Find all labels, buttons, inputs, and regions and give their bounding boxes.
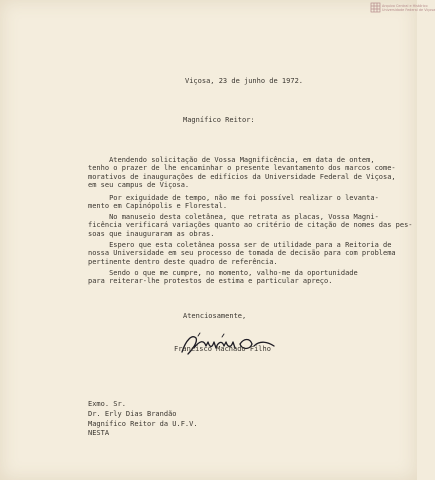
- text-line: para reiterar-lhe protestos de estima e particular apreço.: [88, 277, 333, 286]
- text-line: tenho o prazer de lhe encaminhar o presente levantamento dos marcos come-: [88, 164, 396, 173]
- letter-date: Viçosa, 23 de junho de 1972.: [185, 77, 304, 85]
- paragraph-3: [88, 213, 413, 238]
- paragraph-4: [88, 241, 396, 266]
- text-line: No manuseio desta coletânea, que retrata as placas, Vossa Magni-: [88, 213, 379, 221]
- text-line: Espero que esta coletânea possa ser de utilidade para a Reitoria de: [88, 241, 392, 249]
- paragraph-5: [88, 269, 388, 286]
- paragraph-2: [88, 194, 388, 211]
- text-line: Atendendo solicitação de Vossa Magnificência, em data de ontem,: [88, 156, 375, 164]
- address-line: Magnífico Reitor da U.F.V.: [88, 419, 198, 428]
- text-line: morativos de inaugurações de edifícios da Universidade Federal de Viçosa,: [88, 172, 396, 181]
- stamp-line: Universidade Federal de Viçosa: [382, 8, 435, 12]
- stamp-line: Arquivo Central e Histórico: [382, 4, 428, 8]
- paragraph-1: [88, 156, 396, 189]
- recipient-address: [88, 400, 198, 439]
- text-line: ficência verificará variações quanto ao critério de citação de nomes das pes-: [88, 221, 413, 230]
- letter-closing: Atenciosamente,: [183, 312, 247, 320]
- text-line: Sendo o que me cumpre, no momento, valho-me da oportunidade: [88, 269, 358, 277]
- handwritten-signature: [178, 330, 288, 358]
- letter-salutation: Magnífico Reitor:: [183, 116, 255, 124]
- signer-name: Francisco Machado Filho: [174, 345, 271, 353]
- text-line: pertinente dentro deste quadro de referência.: [88, 257, 278, 266]
- address-line: Dr. Erly Dias Brandão: [88, 409, 177, 418]
- text-line: em seu campus de Viçosa.: [88, 180, 190, 189]
- address-line: NESTA: [88, 429, 110, 438]
- text-line: nossa Universidade em seu processo de tomada de decisão para com problema: [88, 249, 396, 258]
- address-line: Exmo. Sr.: [88, 400, 126, 408]
- text-line: Por exiguidade de tempo, não me foi possível realizar o levanta-: [88, 194, 379, 202]
- text-line: mento em Capinópolis e Florestal.: [88, 202, 228, 211]
- text-line: soas que inauguraram as obras.: [88, 229, 215, 238]
- archive-stamp-text: [382, 4, 435, 12]
